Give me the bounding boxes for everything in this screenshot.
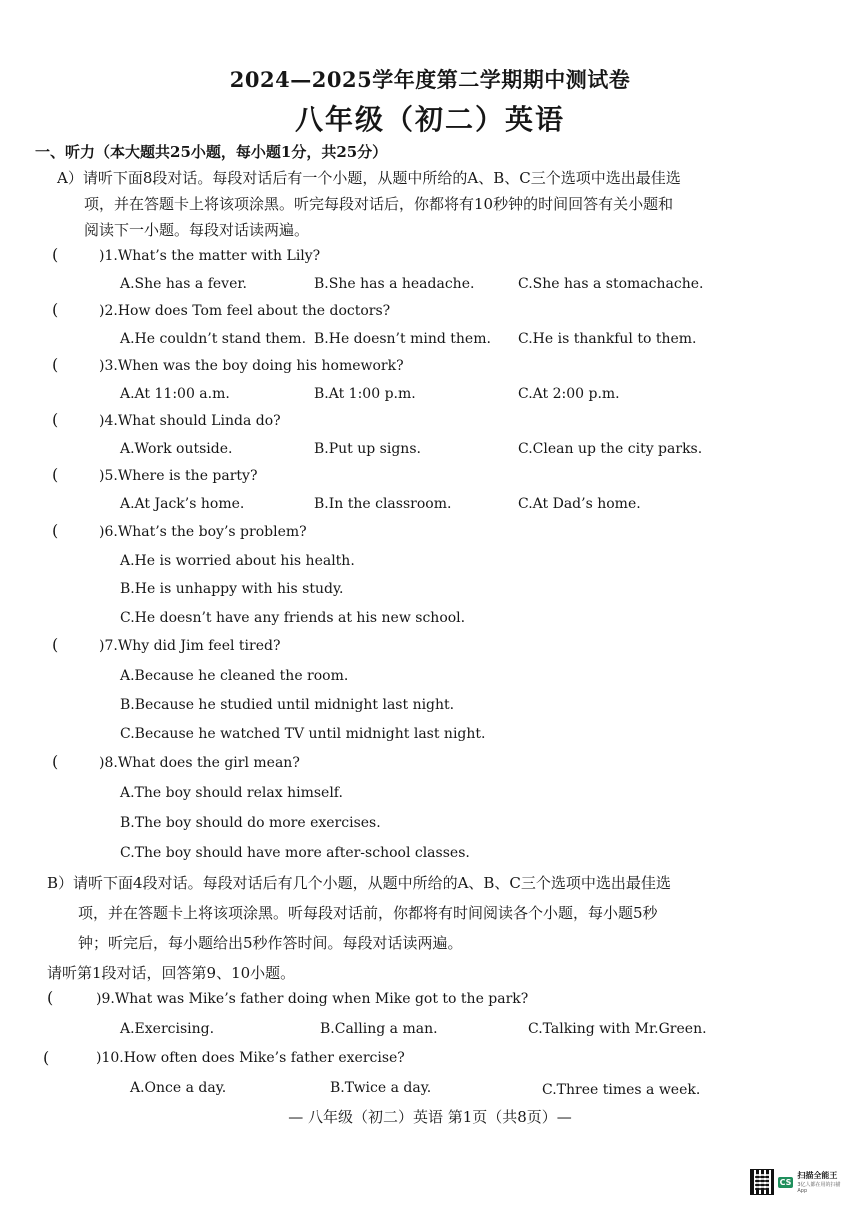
scanner-name: 扫描全能王 <box>797 1171 838 1180</box>
exam-title: 2024—2025学年度第二学期期中测试卷 <box>229 67 631 92</box>
qr-code-icon <box>750 1169 774 1195</box>
answer-paren: ( <box>52 300 59 319</box>
answer-paren: ( <box>52 465 59 484</box>
answer-paren: ( <box>52 245 59 264</box>
option-a: A.Exercising. <box>120 1021 215 1037</box>
option-c: C.Because he watched TV until midnight last night. <box>120 726 486 742</box>
part-a-intro: 项，并在答题卡上将该项涂黑。听完每段对话后，你都将有10秒钟的时间回答有关小题和 <box>84 195 674 213</box>
option-b: B.She has a headache. <box>314 276 475 292</box>
part-b-intro: 钟；听完后，每小题给出5秒作答时间。每段对话读两遍。 <box>78 934 463 952</box>
scanner-tagline: 3亿人都在用的扫描App <box>797 1182 841 1194</box>
option-b: B.Because he studied until midnight last night. <box>120 697 455 713</box>
cs-logo: CS <box>779 1177 792 1187</box>
option-b: B.Twice a day. <box>330 1080 432 1096</box>
option-b: B.At 1:00 p.m. <box>314 386 416 402</box>
option-c: C.He doesn’t have any friends at his new school. <box>120 610 466 626</box>
option-b: B.He is unhappy with his study. <box>120 581 344 597</box>
option-a: A.She has a fever. <box>120 276 247 292</box>
answer-paren: ( <box>43 1048 50 1067</box>
option-c: C.Talking with Mr.Green. <box>528 1021 707 1037</box>
option-a: A.Work outside. <box>120 441 233 457</box>
option-a: A.He is worried about his health. <box>120 553 355 569</box>
dialog-instruction: 请听第1段对话，回答第9、10小题。 <box>47 964 296 982</box>
answer-paren: ( <box>52 410 59 429</box>
option-c: C.At Dad’s home. <box>518 496 641 512</box>
answer-paren: ( <box>52 521 59 540</box>
option-c: C.At 2:00 p.m. <box>518 386 620 402</box>
page-footer: — 八年级（初二）英语 第1页（共8页）— <box>288 1108 572 1126</box>
option-a: A.At Jack’s home. <box>120 496 245 512</box>
question-text: )2.How does Tom feel about the doctors? <box>99 303 391 319</box>
option-c: C.He is thankful to them. <box>518 331 697 347</box>
section-heading: 一、听力（本大题共25小题，每小题1分，共25分） <box>35 143 388 161</box>
option-b: B.He doesn’t mind them. <box>314 331 491 347</box>
option-c: C.Three times a week. <box>542 1082 701 1098</box>
option-c: C.The boy should have more after-school classes. <box>120 845 470 861</box>
answer-paren: ( <box>47 988 54 1007</box>
answer-paren: ( <box>52 635 59 654</box>
option-b: B.Put up signs. <box>314 441 421 457</box>
answer-paren: ( <box>52 752 59 771</box>
option-c: C.Clean up the city parks. <box>518 441 703 457</box>
part-b-intro: B）请听下面4段对话。每段对话后有几个小题，从题中所给的A、B、C三个选项中选出最佳选 <box>47 874 671 892</box>
option-b: B.Calling a man. <box>320 1021 438 1037</box>
question-text: )7.Why did Jim feel tired? <box>99 638 281 654</box>
option-a: A.The boy should relax himself. <box>120 785 343 801</box>
option-b: B.The boy should do more exercises. <box>120 815 381 831</box>
option-b: B.In the classroom. <box>314 496 452 512</box>
option-a: A.He couldn’t stand them. <box>120 331 307 347</box>
option-c: C.She has a stomachache. <box>518 276 704 292</box>
question-text: )5.Where is the party? <box>99 468 258 484</box>
part-a-intro: A）请听下面8段对话。每段对话后有一个小题，从题中所给的A、B、C三个选项中选出最佳选 <box>57 169 681 187</box>
question-text: )6.What’s the boy’s problem? <box>99 524 307 540</box>
question-text: )9.What was Mike’s father doing when Mike got to the park? <box>96 991 529 1007</box>
option-a: A.At 11:00 a.m. <box>120 386 230 402</box>
exam-subtitle: 八年级（初二）英语 <box>294 103 565 136</box>
part-a-intro: 阅读下一小题。每段对话读两遍。 <box>84 221 310 239</box>
question-text: )1.What’s the matter with Lily? <box>99 248 321 264</box>
scanner-watermark <box>750 1167 845 1197</box>
question-text: )8.What does the girl mean? <box>99 755 300 771</box>
question-text: )10.How often does Mike’s father exercise? <box>96 1050 405 1066</box>
question-text: )3.When was the boy doing his homework? <box>99 358 404 374</box>
option-a: A.Once a day. <box>130 1080 227 1096</box>
answer-paren: ( <box>52 355 59 374</box>
question-text: )4.What should Linda do? <box>99 413 281 429</box>
option-a: A.Because he cleaned the room. <box>120 668 349 684</box>
part-b-intro: 项，并在答题卡上将该项涂黑。听每段对话前，你都将有时间阅读各个小题，每小题5秒 <box>78 904 658 922</box>
